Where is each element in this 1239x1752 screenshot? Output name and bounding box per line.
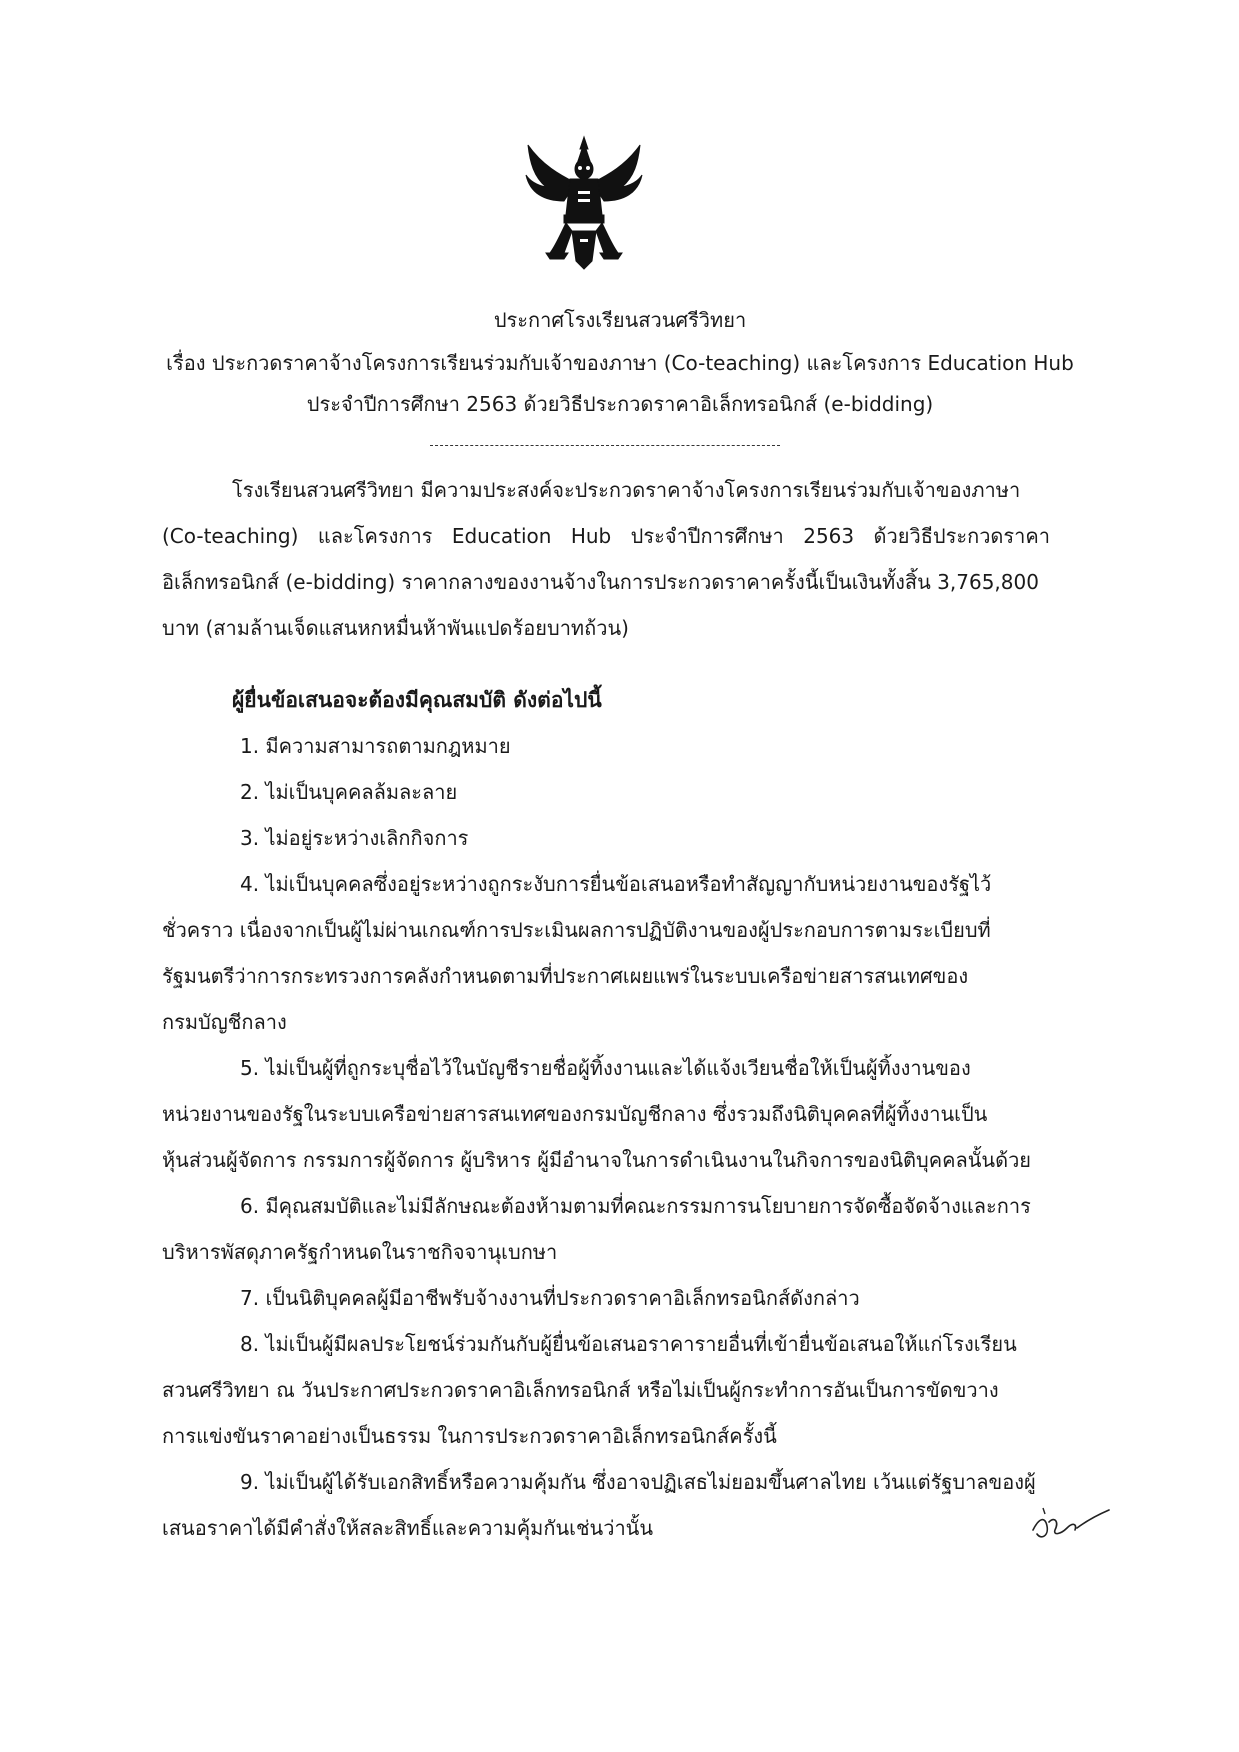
qualification-item-6-line-2: บริหารพัสดุภาครัฐกำหนดในราชกิจจานุเบกษา bbox=[162, 1240, 558, 1264]
intro-line-2: (Co-teaching) และโครงการ Education Hub ประจำปีการศึกษา 2563 ด้วยวิธีประกวดราคา bbox=[162, 524, 1050, 548]
garuda-emblem-icon bbox=[520, 135, 648, 275]
qualification-item-5-line-2: หน่วยงานของรัฐในระบบเครือข่ายสารสนเทศของกรมบัญชีกลาง ซึ่งรวมถึงนิติบุคคลที่ผู้ทิ้งงานเป็น bbox=[162, 1102, 988, 1126]
announcement-subject-cont: ประจำปีการศึกษา 2563 ด้วยวิธีประกวดราคาอิเล็กทรอนิกส์ (e-bidding) bbox=[306, 392, 934, 416]
qualification-item-8-line-2: สวนศรีวิทยา ณ วันประกาศประกวดราคาอิเล็กทรอนิกส์ หรือไม่เป็นผู้กระทำการอันเป็นการขัดขวาง bbox=[162, 1378, 999, 1402]
qualification-item-4: 4. ไม่เป็นบุคคลซึ่งอยู่ระหว่างถูกระงับการยื่นข้อเสนอหรือทำสัญญากับหน่วยงานของรัฐไว้ bbox=[240, 872, 992, 896]
qualification-item-4-line-2: ชั่วคราว เนื่องจากเป็นผู้ไม่ผ่านเกณฑ์การประเมินผลการปฏิบัติงานของผู้ประกอบการตามระเบียบที่ bbox=[162, 918, 991, 942]
qualification-item-1: 1. มีความสามารถตามกฎหมาย bbox=[240, 734, 511, 758]
qualification-item-8-line-3: การแข่งขันราคาอย่างเป็นธรรม ในการประกวดราคาอิเล็กทรอนิกส์ครั้งนี้ bbox=[162, 1424, 777, 1448]
qualification-item-9-line-2: เสนอราคาได้มีคำสั่งให้สละสิทธิ์และความคุ้มกันเช่นว่านั้น bbox=[162, 1516, 654, 1540]
qualification-item-5-line-3: หุ้นส่วนผู้จัดการ กรรมการผู้จัดการ ผู้บริหาร ผู้มีอำนาจในการดำเนินงานในกิจการของนิติบุคคลนั้นด้วย bbox=[162, 1148, 1032, 1172]
announcement-subject: เรื่อง ประกวดราคาจ้างโครงการเรียนร่วมกับเจ้าของภาษา (Co-teaching) และโครงการ Education Hub bbox=[166, 351, 1074, 375]
qualification-item-4-line-3: รัฐมนตรีว่าการกระทรวงการคลังกำหนดตามที่ประกาศเผยแพร่ในระบบเครือข่ายสารสนเทศของ bbox=[162, 964, 969, 988]
qualification-item-3: 3. ไม่อยู่ระหว่างเลิกกิจการ bbox=[240, 826, 469, 850]
announcement-title: ประกาศโรงเรียนสวนศรีวิทยา bbox=[493, 308, 747, 332]
header-divider bbox=[430, 445, 780, 446]
qualifications-heading: ผู้ยื่นข้อเสนอจะต้องมีคุณสมบัติ ดังต่อไปนี้ bbox=[232, 688, 602, 712]
intro-line-4: บาท (สามล้านเจ็ดแสนหกหมื่นห้าพันแปดร้อยบาทถ้วน) bbox=[162, 616, 629, 640]
qualification-item-4-line-4: กรมบัญชีกลาง bbox=[162, 1010, 287, 1034]
intro-line-1: โรงเรียนสวนศรีวิทยา มีความประสงค์จะประกวดราคาจ้างโครงการเรียนร่วมกับเจ้าของภาษา bbox=[232, 478, 1021, 502]
handwritten-initials-icon bbox=[1025, 1500, 1115, 1550]
qualification-item-5: 5. ไม่เป็นผู้ที่ถูกระบุชื่อไว้ในบัญชีรายชื่อผู้ทิ้งงานและได้แจ้งเวียนชื่อให้เป็นผู้ทิ้งงานของ bbox=[240, 1056, 971, 1080]
qualification-item-6: 6. มีคุณสมบัติและไม่มีลักษณะต้องห้ามตามที่คณะกรรมการนโยบายการจัดซื้อจัดจ้างและการ bbox=[240, 1194, 1031, 1218]
qualification-item-7: 7. เป็นนิติบุคคลผู้มีอาชีพรับจ้างงานที่ประกวดราคาอิเล็กทรอนิกส์ดังกล่าว bbox=[240, 1286, 860, 1310]
intro-line-3: อิเล็กทรอนิกส์ (e-bidding) ราคากลางของงานจ้างในการประกวดราคาครั้งนี้เป็นเงินทั้งสิ้น 3,765,800 bbox=[162, 570, 1039, 594]
qualification-item-8: 8. ไม่เป็นผู้มีผลประโยชน์ร่วมกันกับผู้ยื่นข้อเสนอราคารายอื่นที่เข้ายื่นข้อเสนอให้แก่โรงเรียน bbox=[240, 1332, 1017, 1356]
qualification-item-9: 9. ไม่เป็นผู้ได้รับเอกสิทธิ์หรือความคุ้มกัน ซึ่งอาจปฏิเสธไม่ยอมขึ้นศาลไทย เว้นแต่รัฐบาลของผู้ bbox=[240, 1470, 1036, 1494]
qualification-item-2: 2. ไม่เป็นบุคคลล้มละลาย bbox=[240, 780, 458, 804]
